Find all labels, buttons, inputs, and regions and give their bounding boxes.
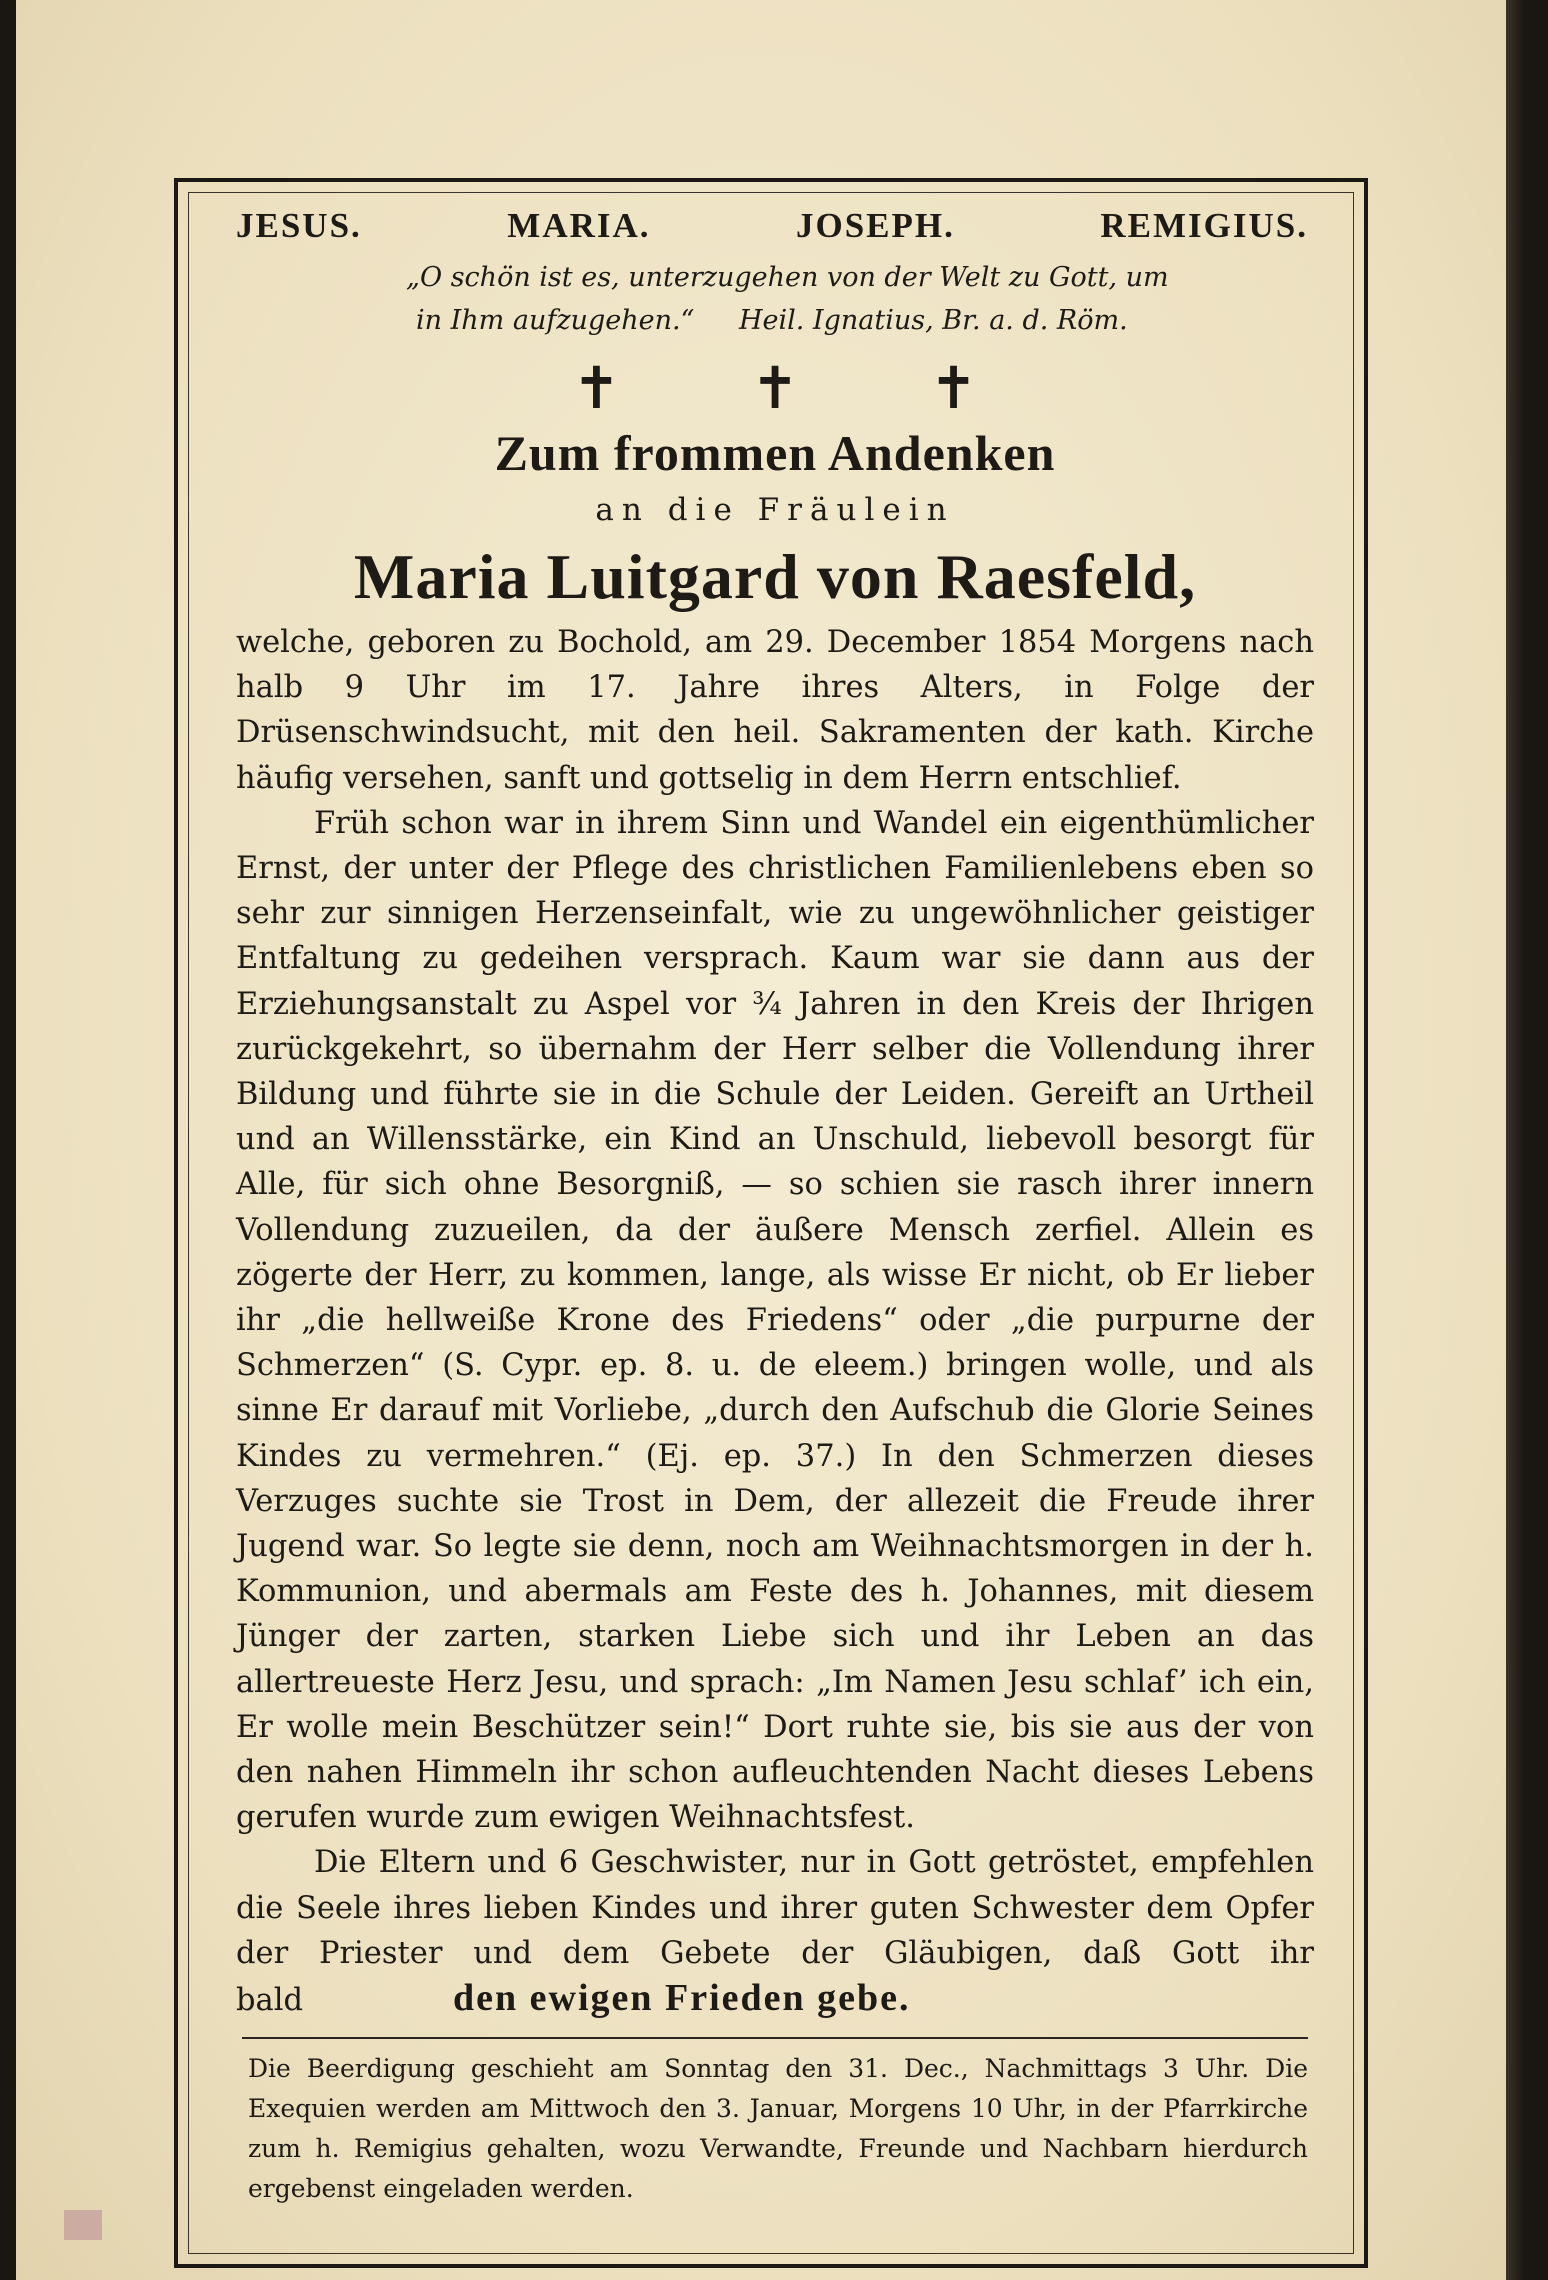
cross-icon: ✝	[750, 354, 800, 422]
motto-source: Heil. Ignatius, Br. a. d. Röm.	[738, 305, 1128, 336]
border-frame	[174, 178, 1368, 2268]
name-remigius: REMIGIUS.	[1100, 206, 1308, 245]
paragraph-birth-death: welche, geboren zu Bochold, am 29. December 1854 Morgens nach halb 9 Uhr im 17. Jahre ihres Alters, in Folge der Drüsenschwindsucht, mit den heil. Sakramenten der kath. Kirche häufig versehen, sanft und gottselig in dem Herrn entschlief.	[236, 625, 1314, 796]
crosses-row	[236, 356, 1314, 420]
stamp-mark	[64, 2210, 102, 2240]
funeral-notice: Die Beerdigung geschieht am Sonntag den 31. Dec., Nachmittags 3 Uhr. Die Exequien werden am Mittwoch den 3. Januar, Morgens 10 Uhr, in der Pfarrkirche zum h. Remigius gehalten, wozu Verwandte, Freunde und Nachbarn hierdurch ergebenst eingeladen werden.	[248, 2054, 1308, 2204]
holy-names	[236, 206, 1314, 246]
memorial-heading: Zum frommen Andenken	[494, 425, 1056, 481]
motto	[236, 256, 1314, 342]
cross-icon: ✝	[572, 354, 621, 422]
deceased-name: Maria Luitgard von Raesfeld,	[353, 541, 1197, 612]
motto-line-2: in Ihm aufzugehen.“	[416, 305, 695, 336]
card-content	[236, 200, 1314, 2209]
memorial-subheading: an die Fräulein	[595, 492, 955, 528]
name-maria: MARIA.	[507, 206, 651, 245]
motto-line-1: „O schön ist es, unterzugehen von der Welt zu Gott, um	[406, 262, 1169, 293]
divider-rule	[242, 2037, 1308, 2039]
cross-icon: ✝	[929, 354, 978, 422]
card-edge	[1506, 0, 1524, 2280]
obituary-text	[236, 620, 1314, 2023]
name-joseph: JOSEPH.	[795, 206, 955, 245]
name-jesus: JESUS.	[236, 206, 362, 245]
paragraph-prayer	[236, 1840, 1314, 2023]
paragraph-life: Früh schon war in ihrem Sinn und Wandel ein eigenthümlicher Ernst, der unter der Pflege des christlichen Familienlebens eben so sehr zur sinnigen Herzenseinfalt, wie zu ungewöhnlicher geistiger Entfaltung zu gedeihen versprach. Kaum war sie dann aus der Erziehungsanstalt zu Aspel vor ¾ Jahren in den Kreis der Ihrigen zurückgekehrt, so übernahm der Herr selber die Vollendung ihrer Bildung und führte sie in die Schule der Leiden. Gereift an Urtheil und an Willensstärke, ein Kind an Unschuld, liebevoll besorgt für Alle, für sich ohne Besorgniß, — so schien sie rasch ihrer innern Vollendung zuzueilen, da der äußere Mensch zerfiel. Allein es zögerte der Herr, zu kommen, lange, als wisse Er nicht, ob Er lieber ihr „die hellweiße Krone des Friedens“ oder „die purpurne der Schmerzen“ (S. Cypr. ep. 8. u. de eleem.) bringen wolle, und als sinne Er darauf mit Vorliebe, „durch den Aufschub die Glorie Seines Kindes zu vermehren.“ (Ej. ep. 37.) In den Schmerzen dieses Verzuges suchte sie Trost in Dem, der allezeit die Freude ihrer Jugend war. So legte sie denn, noch am Weihnachtsmorgen in der h. Kommunion, und abermals am Feste des h. Johannes, mit diesem Jünger der zarten, starken Liebe sich und ihr Leben an das allertreueste Herz Jesu, und sprach: „Im Namen Jesu schlaf’ ich ein, Er wolle mein Beschützer sein!“ Dort ruhte sie, bis sie aus der von den nahen Himmeln ihr schon aufleuchtenden Nacht dieses Lebens gerufen wurde zum ewigen Weihnachtsfest.	[236, 805, 1314, 1836]
memorial-card	[16, 0, 1524, 2280]
prayer-text: Die Eltern und 6 Geschwister, nur in Gott getröstet, empfehlen die Seele ihres lieben Kindes und ihrer guten Schwester dem Opfer der Priester und dem Gebete der Gläubigen, daß Gott ihr bald	[236, 1845, 1314, 2019]
prayer-closing: den ewigen Frieden gebe.	[453, 1977, 911, 2020]
